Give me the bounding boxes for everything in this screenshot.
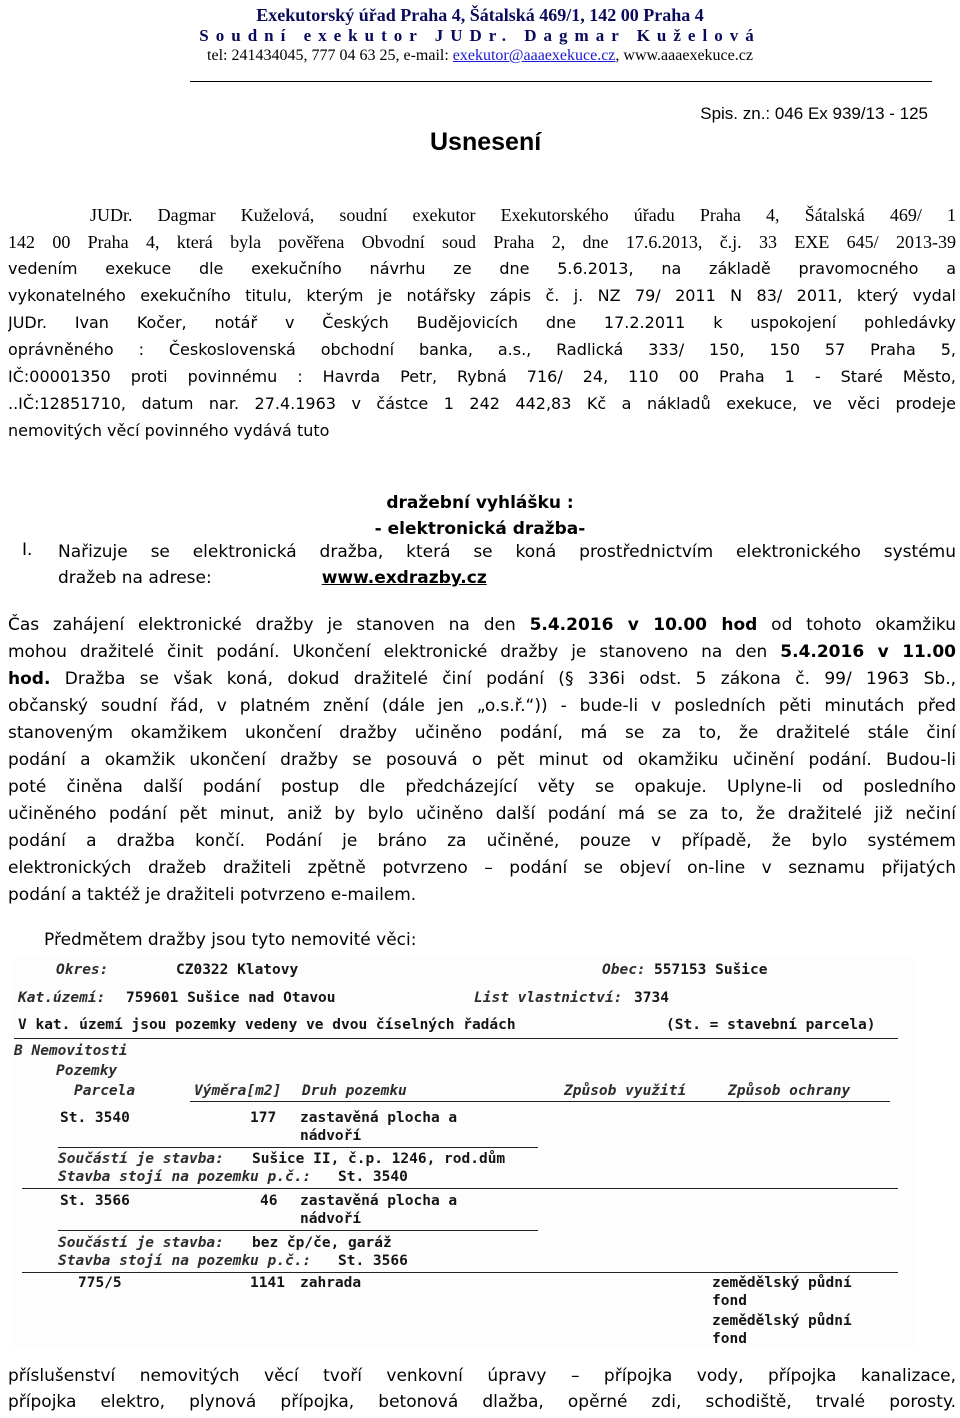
timing-text: podání a taktéž je dražiteli potvrzeno e-mailem. bbox=[8, 885, 417, 905]
building-label: Součástí je stavba: bbox=[58, 1235, 224, 1251]
katuzemi-label: Kat.území: bbox=[18, 990, 106, 1006]
col-druh: Druh pozemku bbox=[302, 1083, 407, 1099]
document-title: Usnesení bbox=[430, 128, 542, 156]
row-divider bbox=[58, 1230, 538, 1231]
timing-line bbox=[8, 666, 956, 693]
stands-on-label: Stavba stojí na pozemku p.č.: bbox=[58, 1253, 312, 1269]
protection-type-cont: fond bbox=[712, 1331, 747, 1347]
timing-line bbox=[8, 639, 956, 666]
numbering-note: V kat. území jsou pozemky vedeny ve dvou číselných řadách bbox=[18, 1017, 516, 1033]
office-header bbox=[0, 4, 960, 66]
numbering-note-right: (St. = stavební parcela) bbox=[666, 1017, 876, 1033]
timing-line bbox=[8, 612, 956, 639]
auction-timing-paragraph bbox=[8, 612, 956, 909]
lv-value: 3734 bbox=[634, 990, 669, 1006]
timing-line bbox=[8, 747, 956, 774]
row-divider bbox=[22, 1272, 898, 1273]
protection-type: zemědělský půdní bbox=[712, 1275, 852, 1291]
extract-divider bbox=[14, 1038, 898, 1039]
web-address[interactable]: www.aaaexekuce.cz bbox=[623, 47, 753, 64]
intro-line: vedením exekuce dle exekučního návrhu ze dne 5.6.2013, na základě pravomocného a bbox=[8, 259, 956, 278]
col-vymera: Výměra[m2] bbox=[194, 1083, 282, 1099]
katuzemi-value: 759601 Sušice nad Otavou bbox=[126, 990, 336, 1006]
intro-line: oprávněného : Československá obchodní banka, a.s., Radlická 333/ 150, 150 57 Praha 5, bbox=[8, 340, 956, 359]
auction-heading-line2: - elektronická dražba- bbox=[374, 519, 586, 539]
section-line bbox=[58, 566, 956, 592]
timing-text: Dražba se však koná, dokud dražitelé činí podání (§ 336i odst. 5 zákona č. 99/ 1963 Sb., bbox=[50, 669, 956, 689]
intro-line: JUDr. Dagmar Kuželová, soudní exekutor Exekutorského úřadu Praha 4, Šátalská 469/ 1 bbox=[90, 205, 956, 225]
timing-text: učiněného podání pět minut, aniž by bylo učiněno další podání má se za to, že dražitelé již nečiní bbox=[8, 804, 956, 824]
timing-text: podání a dražba končí. Podání je bráno za učiněné, pouze v případě, že bylo systémem bbox=[8, 831, 956, 851]
section-line: Nařizuje se elektronická dražba, která se koná prostřednictvím elektronického systému bbox=[58, 542, 956, 562]
executor-name: Soudní exekutor JUDr. Dagmar Kuželová bbox=[199, 26, 761, 45]
intro-line: 142 00 Praha 4, která byla pověřena Obvodní soud Praha 2, dne 17.6.2013, č.j. 33 EXE 645/ 2013-39 bbox=[8, 232, 956, 252]
intro-paragraph bbox=[8, 202, 956, 445]
auction-heading bbox=[0, 490, 960, 542]
timing-emphasis: hod. bbox=[8, 669, 51, 689]
building-label: Součástí je stavba: bbox=[58, 1151, 224, 1167]
subjects-label: Předmětem dražby jsou tyto nemovité věci: bbox=[44, 930, 417, 950]
col-ochrana: Způsob ochrany bbox=[728, 1083, 851, 1099]
timing-line bbox=[8, 720, 956, 747]
parcel-number: 775/5 bbox=[78, 1275, 122, 1291]
timing-emphasis: 5.4.2016 v 10.00 hod bbox=[529, 615, 758, 635]
footer-line: přípojka elektro, plynová přípojka, betonová dlažba, opěrné zdi, schodiště, trvalé porosty. bbox=[8, 1392, 956, 1412]
row-divider bbox=[22, 1188, 898, 1189]
auction-heading-line1: dražební vyhlášku : bbox=[386, 493, 574, 513]
parcel-area: 1141 bbox=[250, 1275, 285, 1291]
auction-url-link[interactable]: www.exdrazby.cz bbox=[321, 568, 487, 588]
timing-text: podání a okamžik ukončení dražby se posouvá o pět minut od okamžiku učinění podání. Budou-li bbox=[8, 750, 956, 770]
stands-on-value: St. 3540 bbox=[338, 1169, 408, 1185]
section-b-title: B Nemovitosti bbox=[14, 1043, 128, 1059]
timing-line bbox=[8, 882, 956, 909]
timing-text: mohou dražitelé činit podání. Ukončení elektronické dražby je stanoveno na den bbox=[8, 642, 781, 662]
land-type-cont: nádvoří bbox=[300, 1211, 362, 1227]
contact-line bbox=[0, 46, 960, 66]
intro-line: nemovitých věcí povinného vydává tuto bbox=[8, 421, 330, 440]
intro-line: JUDr. Ivan Kočer, notář v Českých Budějovicích dne 17.2.2011 k uspokojení pohledávky bbox=[8, 313, 956, 332]
okres-label: Okres: bbox=[56, 962, 109, 978]
protection-type: zemědělský půdní bbox=[712, 1313, 852, 1329]
timing-line bbox=[8, 855, 956, 882]
col-vyuziti: Způsob využití bbox=[564, 1083, 687, 1099]
contact-separator: , bbox=[615, 47, 624, 64]
protection-type-cont: fond bbox=[712, 1293, 747, 1309]
lv-label: List vlastnictví: bbox=[474, 990, 623, 1006]
stands-on-value: St. 3566 bbox=[338, 1253, 408, 1269]
timing-line bbox=[8, 693, 956, 720]
okres-value: CZ0322 Klatovy bbox=[176, 962, 299, 978]
land-type: zahrada bbox=[300, 1275, 362, 1291]
intro-line: vykonatelného exekučního titulu, kterým je notářsky zápis č. j. NZ 79/ 2011 N 83/ 2011, který vydal bbox=[8, 286, 956, 305]
timing-line bbox=[8, 801, 956, 828]
row-divider bbox=[58, 1147, 538, 1148]
timing-line bbox=[8, 774, 956, 801]
building-value: bez čp/če, garáž bbox=[252, 1235, 392, 1251]
section-text bbox=[58, 540, 956, 592]
address-label: dražeb na adrese: bbox=[58, 568, 212, 588]
land-type-cont: nádvoří bbox=[300, 1128, 362, 1144]
stands-on-label: Stavba stojí na pozemku p.č.: bbox=[58, 1169, 312, 1185]
parcel-area: 46 bbox=[260, 1193, 278, 1209]
obec-label: Obec: bbox=[602, 962, 646, 978]
parcel-number: St. 3540 bbox=[60, 1110, 130, 1126]
timing-text: stanoveným okamžikem ukončení dražby učiněno podání, má se za to, že dražitelé stále činí bbox=[8, 723, 956, 743]
building-value: Sušice II, č.p. 1246, rod.dům bbox=[252, 1151, 506, 1167]
land-type: zastavěná plocha a bbox=[300, 1110, 458, 1126]
parcel-area: 177 bbox=[250, 1110, 277, 1126]
timing-text: občanský soudní řád, v platném znění (dále jen „o.s.ř.“)) - bude-li v posledních pěti minutách před bbox=[8, 696, 956, 716]
file-reference: Spis. zn.: 046 Ex 939/13 - 125 bbox=[700, 104, 928, 123]
land-type: zastavěná plocha a bbox=[300, 1193, 458, 1209]
email-link[interactable]: exekutor@aaaexekuce.cz bbox=[452, 47, 616, 64]
parcel-number: St. 3566 bbox=[60, 1193, 130, 1209]
section-number: I. bbox=[22, 540, 33, 560]
office-name: Exekutorský úřad Praha 4, Šátalská 469/1, 142 00 Praha 4 bbox=[256, 5, 704, 25]
footer-line: příslušenství nemovitých věcí tvoří venkovní úpravy – přípojka vody, přípojka kanalizace, bbox=[8, 1366, 956, 1386]
column-underline bbox=[190, 1101, 890, 1102]
cadastral-extract bbox=[14, 956, 914, 1349]
contact-prefix: tel: 241434045, 777 04 63 25, e-mail: bbox=[207, 47, 453, 64]
accessories-paragraph bbox=[8, 1364, 956, 1416]
timing-line bbox=[8, 828, 956, 855]
obec-value: 557153 Sušice bbox=[654, 962, 768, 978]
intro-line: IČ:00001350 proti povinnému : Havrda Petr, Rybná 716/ 24, 110 00 Praha 1 - Staré Město, bbox=[8, 367, 956, 386]
pozemky-title: Pozemky bbox=[56, 1063, 118, 1079]
intro-line: ..IČ:12851710, datum nar. 27.4.1963 v částce 1 242 442,83 Kč a nákladů exekuce, ve věci prodeje bbox=[8, 394, 956, 413]
col-parcela: Parcela bbox=[74, 1083, 136, 1099]
header-divider bbox=[190, 81, 932, 82]
timing-text: Čas zahájení elektronické dražby je stanoven na den bbox=[8, 615, 530, 635]
timing-emphasis: 5.4.2016 v 11.00 bbox=[780, 642, 956, 662]
timing-text: elektronických dražeb dražiteli zpětně potvrzeno – podání se objeví on-line v seznamu přijatých bbox=[8, 858, 956, 878]
timing-text: od tohoto okamžiku bbox=[757, 615, 956, 635]
timing-text: poté činěna další podání postup dle předcházející věty se opakuje. Uplyne-li od posledního bbox=[8, 777, 956, 797]
